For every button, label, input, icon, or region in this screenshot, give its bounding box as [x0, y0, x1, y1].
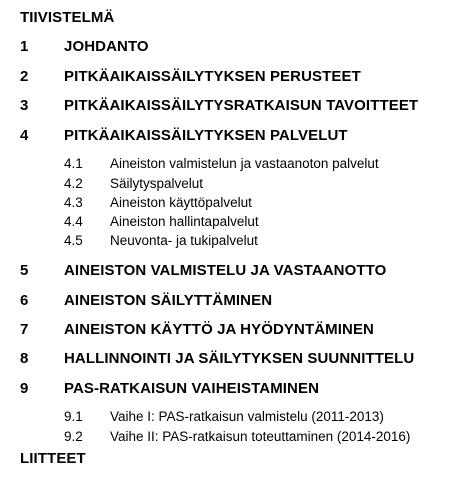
toc-section-8[interactable]	[0, 350, 449, 370]
toc-section-4[interactable]	[0, 127, 449, 147]
toc-summary[interactable]: TIIVISTELMÄ	[20, 9, 115, 26]
toc-section-7[interactable]	[0, 321, 449, 341]
toc-section-2[interactable]	[0, 68, 449, 88]
toc-subsection-title: Säilytyspalvelut	[110, 176, 204, 191]
toc-subsection-number: 9.1	[64, 409, 83, 424]
toc-subsection-title: Neuvonta- ja tukipalvelut	[110, 233, 258, 248]
toc-section-number: 4	[20, 127, 29, 144]
toc-section-title: AINEISTON VALMISTELU JA VASTAANOTTO	[64, 262, 387, 279]
toc-subsection-number: 4.3	[64, 195, 83, 210]
toc-section-5[interactable]	[0, 262, 449, 282]
toc-section-title: JOHDANTO	[64, 38, 149, 55]
toc-appendices[interactable]: LIITTEET	[20, 450, 86, 467]
toc-section-1[interactable]	[0, 38, 449, 58]
toc-subsection-title: Aineiston hallintapalvelut	[110, 214, 259, 229]
toc-section-number: 9	[20, 380, 29, 397]
toc-subsection-9-1[interactable]	[0, 409, 449, 427]
toc-subsection-4-1[interactable]	[0, 156, 449, 174]
toc-section-title: PITKÄAIKAISSÄILYTYKSEN PALVELUT	[64, 127, 348, 144]
toc-subsection-4-5[interactable]	[0, 233, 449, 251]
toc-section-number: 2	[20, 68, 29, 85]
toc-section-number: 7	[20, 321, 29, 338]
toc-subsection-title: Vaihe I: PAS-ratkaisun valmistelu (2011-2013)	[110, 409, 384, 424]
toc-section-number: 6	[20, 292, 29, 309]
toc-subsection-number: 4.1	[64, 156, 83, 171]
toc-section-number: 5	[20, 262, 29, 279]
toc-subsection-title: Aineiston valmistelun ja vastaanoton palvelut	[110, 156, 379, 171]
toc-subsection-title: Aineiston käyttöpalvelut	[110, 195, 252, 210]
toc-section-title: PAS-RATKAISUN VAIHEISTAMINEN	[64, 380, 320, 397]
toc-section-title: PITKÄAIKAISSÄILYTYKSEN PERUSTEET	[64, 68, 361, 85]
toc-section-number: 1	[20, 38, 29, 55]
toc-subsection-number: 4.4	[64, 214, 83, 229]
toc-subsection-number: 4.2	[64, 176, 83, 191]
toc-subsection-4-2[interactable]	[0, 176, 449, 194]
toc-subsection-number: 9.2	[64, 429, 83, 444]
toc-section-title: AINEISTON SÄILYTTÄMINEN	[64, 292, 273, 309]
toc-section-title: PITKÄAIKAISSÄILYTYSRATKAISUN TAVOITTEET	[64, 97, 419, 114]
toc-section-3[interactable]	[0, 97, 449, 117]
toc-subsection-9-2[interactable]	[0, 429, 449, 447]
toc-section-number: 8	[20, 350, 29, 367]
toc-section-number: 3	[20, 97, 29, 114]
toc-subsection-4-4[interactable]	[0, 214, 449, 232]
toc-section-6[interactable]	[0, 292, 449, 312]
toc-subsection-4-3[interactable]	[0, 195, 449, 213]
toc-section-title: AINEISTON KÄYTTÖ JA HYÖDYNTÄMINEN	[64, 321, 374, 338]
toc-subsection-number: 4.5	[64, 233, 83, 248]
toc-section-title: HALLINNOINTI JA SÄILYTYKSEN SUUNNITTELU	[64, 350, 415, 367]
toc-section-9[interactable]	[0, 380, 449, 400]
toc-subsection-title: Vaihe II: PAS-ratkaisun toteuttaminen (2014-2016)	[110, 429, 411, 444]
